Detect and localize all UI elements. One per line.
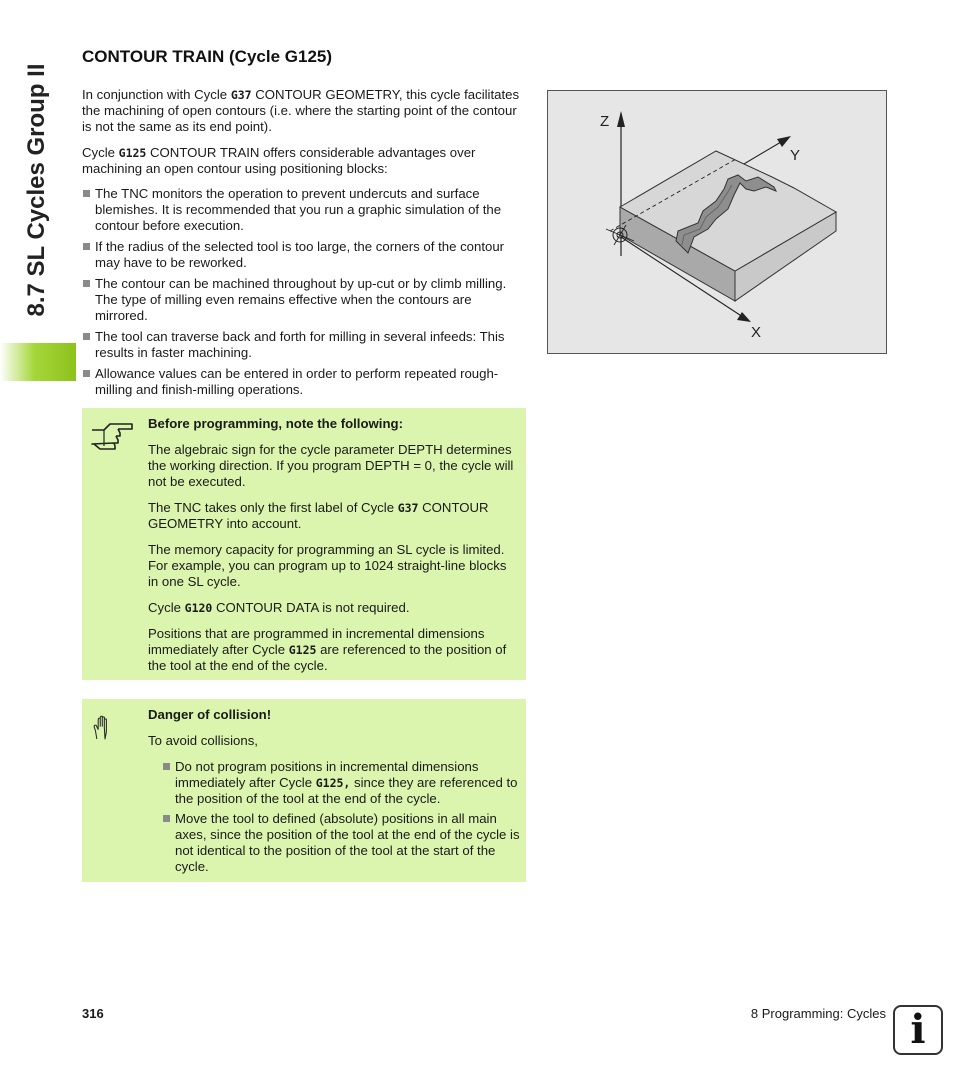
note-paragraph: Cycle G120 CONTOUR DATA is not required. <box>148 600 410 615</box>
note-content <box>148 416 520 684</box>
list-item: Allowance values can be entered in order to perform repeated rough-milling and finish-milling operations. <box>82 366 522 398</box>
danger-note-box <box>82 699 526 882</box>
footer-chapter: 8 Programming: Cycles <box>750 1006 886 1021</box>
chapter-tab-marker <box>0 343 76 381</box>
page-number: 316 <box>82 1006 104 1021</box>
bullet-square-icon <box>163 763 170 770</box>
info-glyph: i <box>910 1006 926 1053</box>
list-item: The contour can be machined throughout by up-cut or by climb milling. The type of milling even remains effective when the contours are mirrored. <box>82 276 522 324</box>
code-g37: G37 <box>230 88 252 102</box>
intro-paragraph-1: In conjunction with Cycle G37 CONTOUR GEOMETRY, this cycle facilitates the machining of open contours (i.e. where the starting point of the contour is not the same as its end point). <box>82 87 520 134</box>
danger-content <box>148 707 520 879</box>
workpiece-illustration <box>548 91 886 353</box>
feature-list <box>82 186 522 403</box>
contour-train-figure <box>547 90 887 354</box>
bullet-square-icon <box>83 243 90 250</box>
list-item: Move the tool to defined (absolute) positions in all main axes, since the position of the tool at the end of the cycle is not identical to the position of the tool at the start of the cycle. <box>162 811 520 875</box>
list-item: The TNC monitors the operation to prevent undercuts and surface blemishes. It is recommended that you run a graphic simulation of the contour before execution. <box>82 186 522 234</box>
stop-hand-icon <box>90 711 120 745</box>
note-paragraph: The memory capacity for programming an SL cycle is limited. For example, you can program up to 1024 straight-line blocks in one SL cycle. <box>148 542 507 589</box>
axis-label-y: Y <box>790 147 801 164</box>
code-g125: G125 <box>118 146 147 160</box>
list-item: Do not program positions in incremental dimensions immediately after Cycle G125, since they are referenced to the position of the tool at the end of the cycle. <box>162 759 520 807</box>
axis-label-x: X <box>751 324 762 341</box>
axis-label-z: Z <box>600 113 610 130</box>
danger-intro: To avoid collisions, <box>148 733 258 748</box>
info-icon <box>893 1005 943 1055</box>
bullet-square-icon <box>83 370 90 377</box>
note-heading: Before programming, note the following: <box>148 416 403 431</box>
bullet-square-icon <box>83 280 90 287</box>
section-title: CONTOUR TRAIN (Cycle G125) <box>82 47 333 66</box>
bullet-square-icon <box>83 333 90 340</box>
note-paragraph: The algebraic sign for the cycle parameter DEPTH determines the working direction. If you program DEPTH = 0, the cycle will not be executed. <box>148 442 514 489</box>
danger-heading: Danger of collision! <box>148 707 272 722</box>
chapter-side-title <box>2 20 72 360</box>
danger-list <box>148 759 520 875</box>
intro-paragraph-2: Cycle G125 CONTOUR TRAIN offers considerable advantages over machining an open contour using positioning blocks: <box>82 145 476 176</box>
note-paragraph: The TNC takes only the first label of Cycle G37 CONTOUR GEOMETRY into account. <box>148 500 489 531</box>
pointing-hand-icon <box>90 418 134 454</box>
list-item: If the radius of the selected tool is too large, the corners of the contour may have to be reworked. <box>82 239 522 271</box>
programming-note-box <box>82 408 526 680</box>
chapter-title-text: 8.7 SL Cycles Group II <box>23 63 50 317</box>
list-item: The tool can traverse back and forth for milling in several infeeds: This results in faster machining. <box>82 329 522 361</box>
bullet-square-icon <box>163 815 170 822</box>
bullet-square-icon <box>83 190 90 197</box>
note-paragraph: Positions that are programmed in incremental dimensions immediately after Cycle G125 are referenced to the position of the tool at the end of the cycle. <box>148 626 507 673</box>
